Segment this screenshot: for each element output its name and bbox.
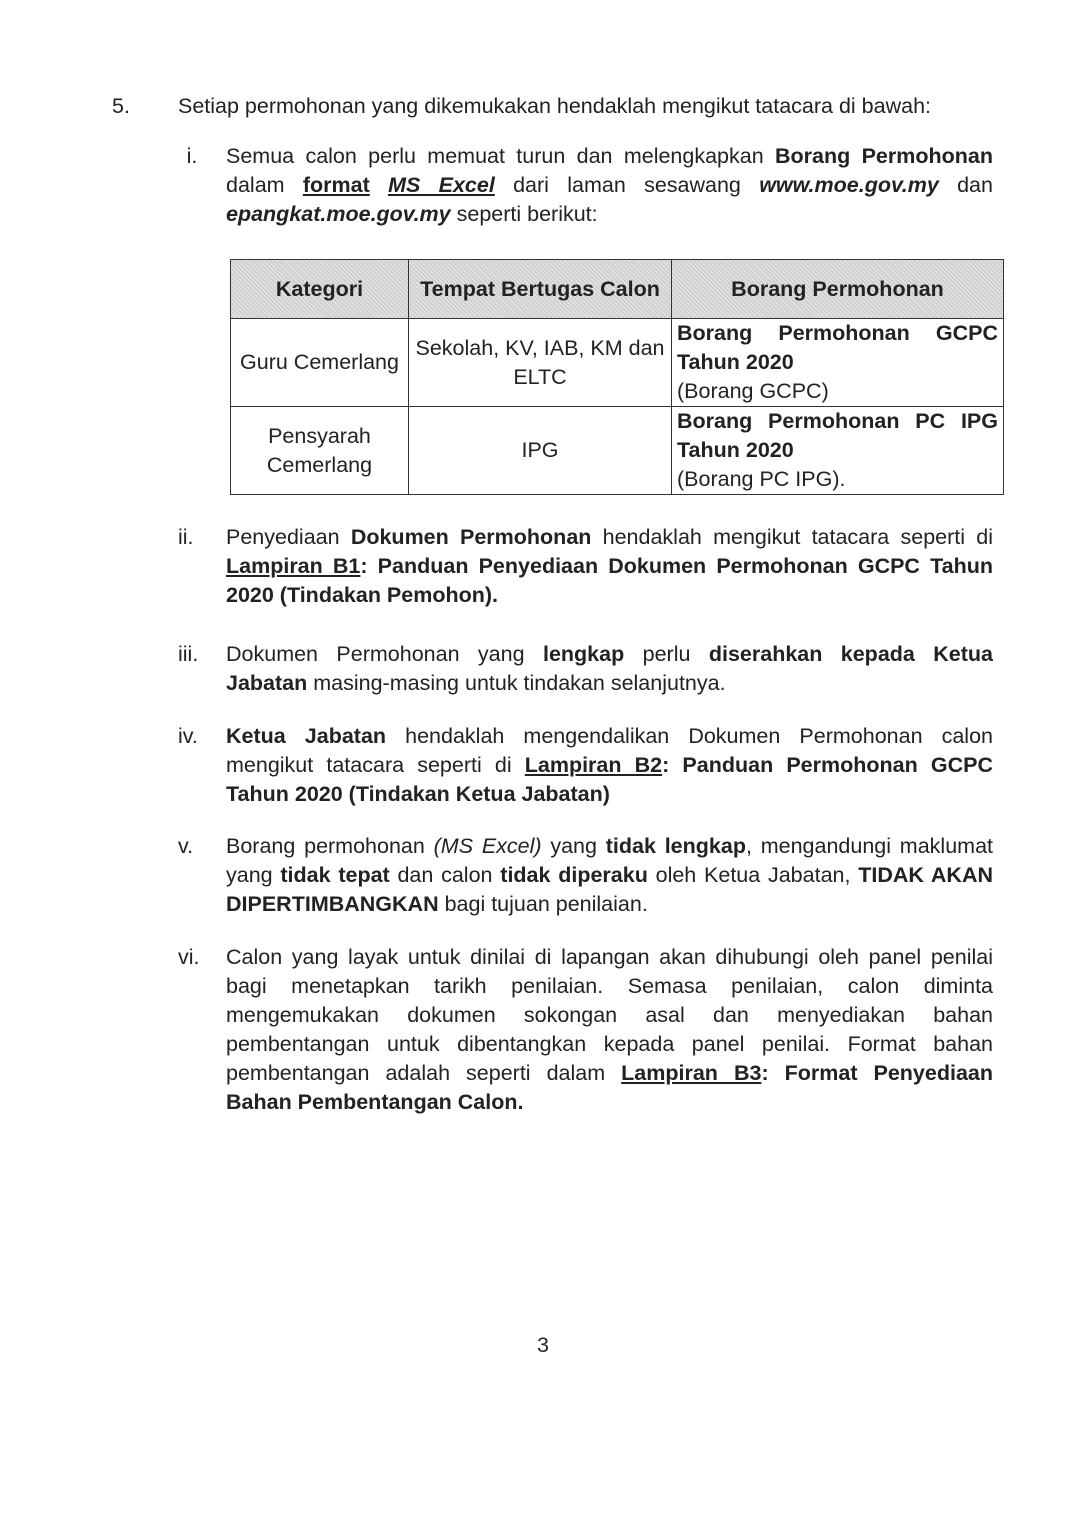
item-text: Penyediaan Dokumen Permohonan hendaklah mengikut tatacara seperti di Lampiran B1: Panduan Penyediaan Dokumen Permohonan GCPC Tahun 2020 (Tindakan Pemohon).	[226, 525, 993, 607]
table-row	[231, 407, 1004, 495]
item-numeral: v.	[178, 834, 194, 858]
cell-borang: Borang Permohonan PC IPG Tahun 2020 (Borang PC IPG).	[672, 407, 1004, 495]
item-numeral: vi.	[178, 945, 200, 969]
cell-tempat: IPG	[409, 407, 672, 495]
table-header-row	[231, 260, 1004, 319]
item-numeral: ii.	[178, 525, 194, 549]
header-borang-permohonan: Borang Permohonan	[672, 260, 1004, 319]
item-numeral: i.	[186, 144, 198, 168]
application-form-table	[230, 259, 1004, 495]
cell-borang: Borang Permohonan GCPC Tahun 2020 (Borang GCPC)	[672, 319, 1004, 407]
list-item-iv	[178, 722, 993, 809]
list-item-v	[178, 832, 993, 919]
section-intro: Setiap permohonan yang dikemukakan hendaklah mengikut tatacara di bawah:	[178, 94, 931, 118]
header-tempat-bertugas: Tempat Bertugas Calon	[409, 260, 672, 319]
item-text: Borang permohonan (MS Excel) yang tidak lengkap, mengandungi maklumat yang tidak tepat dan calon tidak diperaku oleh Ketua Jabatan, TIDAK AKAN DIPERTIMBANGKAN bagi tujuan penilaian.	[226, 834, 993, 916]
item-text: Semua calon perlu memuat turun dan melengkapkan Borang Permohonan dalam format MS Excel dari laman sesawang www.moe.gov.my dan epangkat.moe.gov.my seperti berikut:	[226, 144, 993, 226]
item-numeral: iv.	[178, 724, 198, 748]
list-item-vi	[178, 943, 993, 1117]
item-text: Calon yang layak untuk dinilai di lapangan akan dihubungi oleh panel penilai bagi menetapkan tarikh penilaian. Semasa penilaian, calon diminta mengemukakan dokumen sokongan asal dan menyediakan bahan pembentangan untuk dibentangkan kepada panel penilai. Format bahan pembentangan adalah seperti dalam Lampiran B3: Format Penyediaan Bahan Pembentangan Calon.	[226, 945, 993, 1114]
list-item-ii	[178, 523, 993, 610]
header-kategori: Kategori	[231, 260, 409, 319]
item-text: Dokumen Permohonan yang lengkap perlu diserahkan kepada Ketua Jabatan masing-masing untuk tindakan selanjutnya.	[226, 642, 994, 695]
page-number: 3	[537, 1333, 549, 1357]
section-number: 5.	[112, 94, 130, 118]
cell-kategori: Guru Cemerlang	[231, 319, 409, 407]
cell-tempat: Sekolah, KV, IAB, KM dan ELTC	[409, 319, 672, 407]
table-row	[231, 319, 1004, 407]
item-numeral: iii.	[178, 642, 199, 666]
item-text: Ketua Jabatan hendaklah mengendalikan Dokumen Permohonan calon mengikut tatacara seperti di Lampiran B2: Panduan Permohonan GCPC Tahun 2020 (Tindakan Ketua Jabatan)	[226, 724, 993, 806]
list-item-iii	[178, 640, 993, 698]
list-item-i	[178, 142, 993, 229]
cell-kategori: Pensyarah Cemerlang	[231, 407, 409, 495]
